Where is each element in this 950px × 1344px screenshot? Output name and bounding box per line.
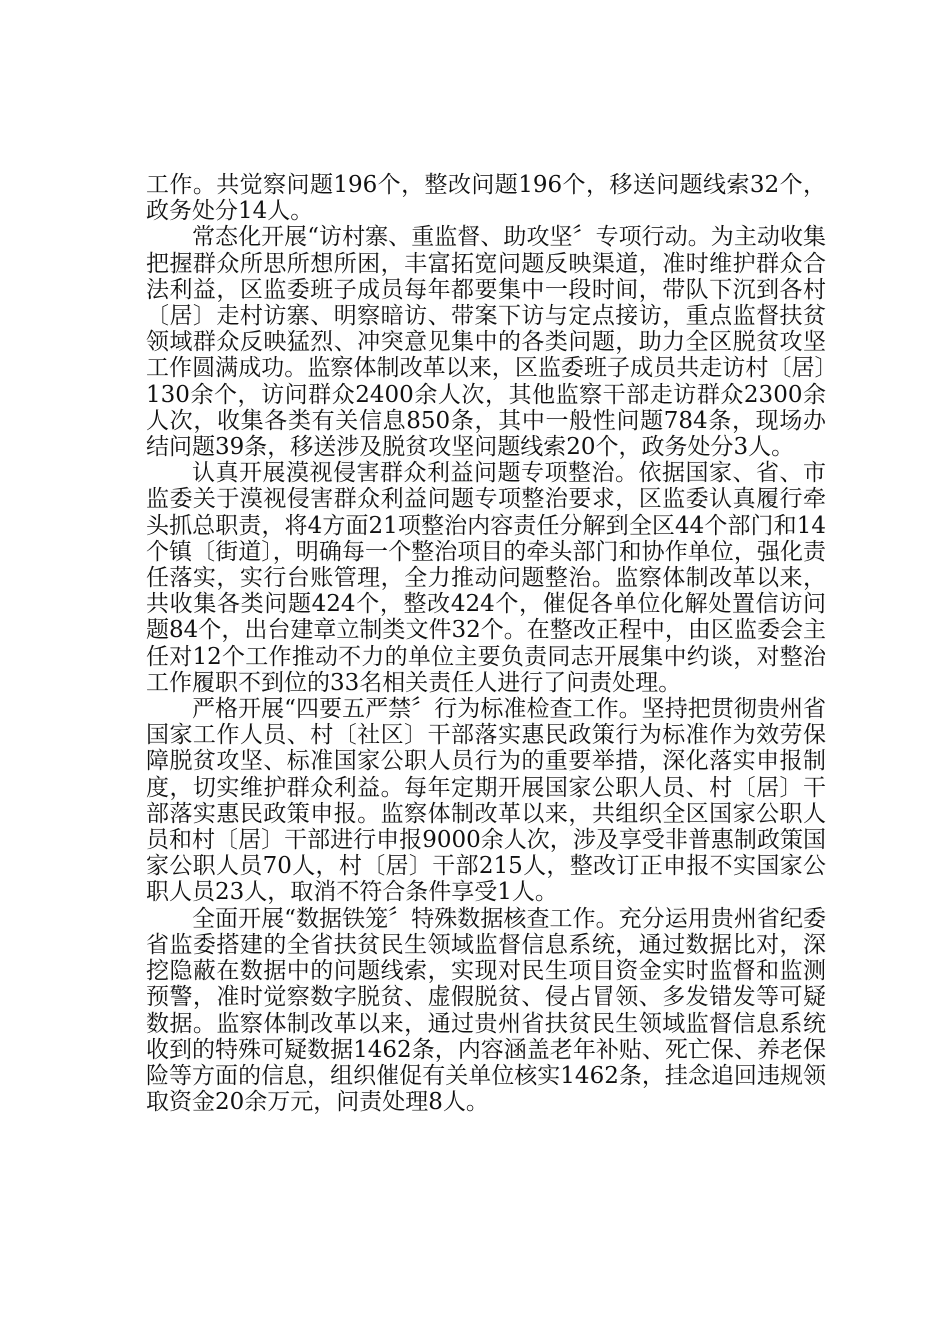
paragraph-village-visits: 常态化开展“访村寨、重监督、助攻坚〞专项行动。为主动收集把握群众所思所想所困，丰富拓宽问题反映渠道，准时维护群众合法利益，区监委班子成员每年都要集中一段时间，带队下沉到各村〔居〕走村访寨、明察暗访、带案下访与定点接访，重点监督扶贫领域群众反映猛烈、冲突意见集中的各类问题，助力全区脱贫攻坚工作圆满成功。监察体制改革以来，区监委班子成员共走访村〔居〕130余个，访问群众2400余人次，其他监察干部走访群众2300余人次，收集各类有关信息850条，其中一般性问题784条，现场办结问题39条，移送涉及脱贫攻坚问题线索20个，政务处分3人。	[146, 224, 826, 461]
paragraph-special-rectification: 认真开展漠视侵害群众利益问题专项整治。依据国家、省、市监委关于漠视侵害群众利益问题专项整治要求，区监委认真履行牵头抓总职责，将4方面21项整治内容责任分解到全区44个部门和14个镇〔街道〕，明确每一个整治项目的牵头部门和协作单位，强化责任落实，实行台账管理，全力推动问题整治。监察体制改革以来，共收集各类问题424个，整改424个，催促各单位化解处置信访问题84个，出台建章立制类文件32个。在整改正程中，由区监委会主任对12个工作推动不力的单位主要负责同志开展集中约谈，对整治工作履职不到位的33名相关责任人进行了问责处理。	[146, 460, 826, 696]
paragraph-data-cage: 全面开展“数据铁笼〞特殊数据核查工作。充分运用贵州省纪委省监委搭建的全省扶贫民生领域监督信息系统，通过数据比对，深挖隐蔽在数据中的问题线索，实现对民生项目资金实时监督和监测预警，准时觉察数字脱贫、虚假脱贫、侵占冒领、多发错发等可疑数据。监察体制改革以来，通过贵州省扶贫民生领域监督信息系统收到的特殊可疑数据1462条，内容涵盖老年补贴、死亡保、养老保险等方面的信息，组织催促有关单位核实1462条，挂念追回违规领取资金20余万元，问责处理8人。	[146, 905, 826, 1116]
document-body	[146, 172, 826, 1115]
paragraph-continued: 工作。共觉察问题196个，整改问题196个，移送问题线索32个，政务处分14人。	[146, 172, 826, 225]
paragraph-conduct-inspection: 严格开展“四要五严禁〞行为标准检查工作。坚持把贯彻贵州省国家工作人员、村〔社区〕干部落实惠民政策行为标准作为效劳保障脱贫攻坚、标准国家公职人员行为的重要举措，深化落实申报制度，切实维护群众利益。每年定期开展国家公职人员、村〔居〕干部落实惠民政策申报。监察体制改革以来，共组织全区国家公职人员和村〔居〕干部进行申报9000余人次，涉及享受非普惠制政策国家公职人员70人，村〔居〕干部215人，整改订正申报不实国家公职人员23人，取消不符合条件享受1人。	[146, 696, 826, 906]
